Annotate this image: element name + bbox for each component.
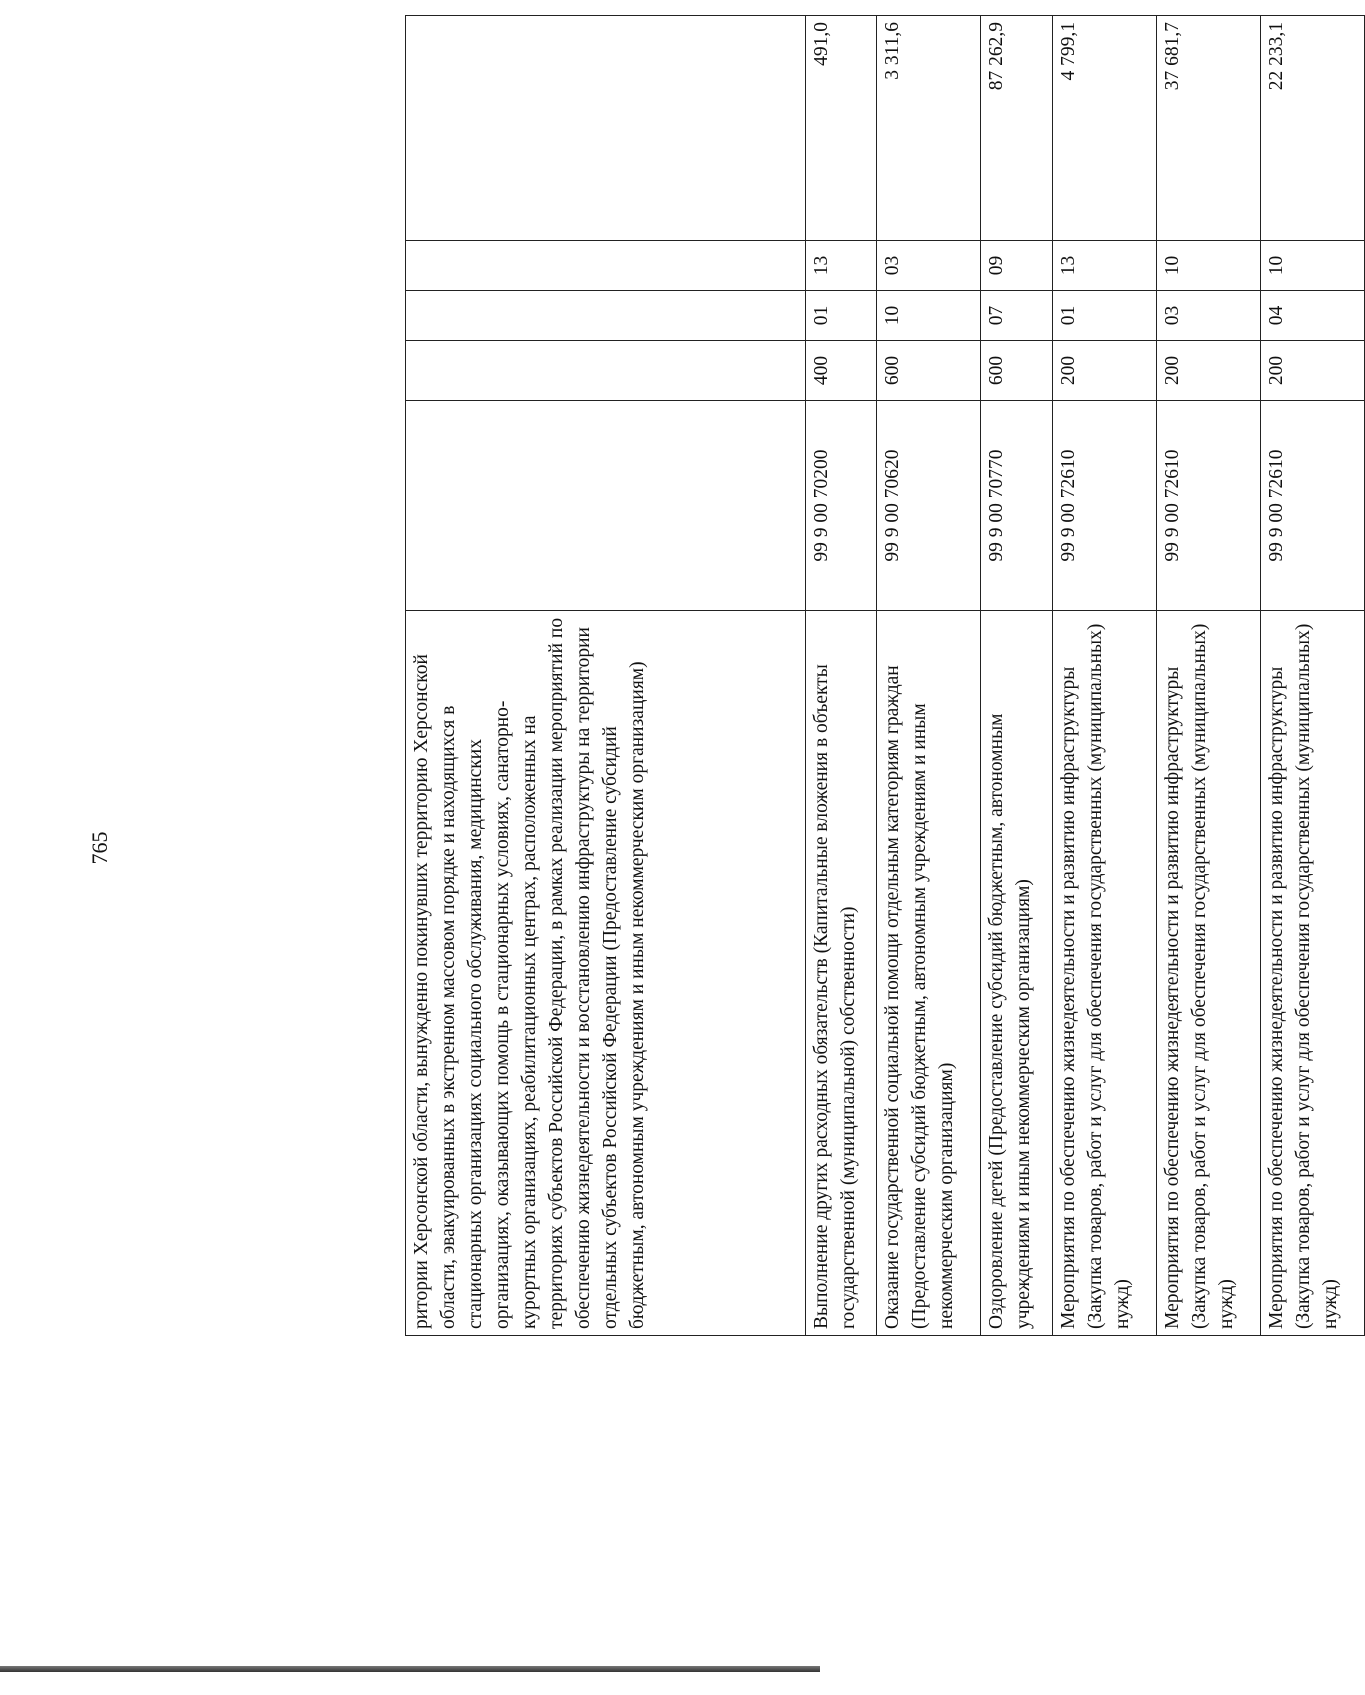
page-number: 765 [87, 831, 112, 865]
table-row [877, 16, 981, 1336]
row-rz: 03 [1156, 291, 1260, 341]
table-row [1260, 16, 1364, 1336]
row-rz: 07 [981, 291, 1052, 341]
row-vr: 200 [1156, 341, 1260, 401]
row-vr [406, 341, 806, 401]
row-amount: 4 799,1 [1052, 16, 1156, 241]
row-name: Оздоровление детей (Предоставление субсидий бюджетным, автономным учреждениям и иным некоммерческим организациям) [981, 611, 1052, 1336]
row-vr: 200 [1052, 341, 1156, 401]
table-row [1156, 16, 1260, 1336]
row-name: Выполнение других расходных обязательств (Капитальные вложения в объекты государственной (муниципальной) собственности) [806, 611, 877, 1336]
row-name: Мероприятия по обеспечению жизнедеятельности и развитию инфраструктуры (Закупка товаров, работ и услуг для обеспечения государственных (муниципальных) нужд) [1052, 611, 1156, 1336]
row-pr: 10 [1156, 241, 1260, 291]
scan-edge-divider [0, 1666, 820, 1672]
budget-table [405, 15, 1365, 1336]
row-rz: 10 [877, 291, 981, 341]
row-amount: 3 311,6 [877, 16, 981, 241]
row-code: 99 9 00 72610 [1260, 401, 1364, 611]
row-code: 99 9 00 70770 [981, 401, 1052, 611]
row-amount: 37 681,7 [1156, 16, 1260, 241]
row-rz [406, 291, 806, 341]
row-vr: 200 [1260, 341, 1364, 401]
row-pr: 10 [1260, 241, 1364, 291]
row-name: Мероприятия по обеспечению жизнедеятельности и развитию инфраструктуры (Закупка товаров, работ и услуг для обеспечения государственных (муниципальных) нужд) [1156, 611, 1260, 1336]
row-code [406, 401, 806, 611]
table-row [981, 16, 1052, 1336]
row-code: 99 9 00 72610 [1156, 401, 1260, 611]
row-pr: 13 [1052, 241, 1156, 291]
row-vr: 600 [877, 341, 981, 401]
row-amount: 491,0 [806, 16, 877, 241]
row-pr: 09 [981, 241, 1052, 291]
row-amount: 87 262,9 [981, 16, 1052, 241]
table-row [1052, 16, 1156, 1336]
row-code: 99 9 00 70620 [877, 401, 981, 611]
row-rz: 01 [806, 291, 877, 341]
row-vr: 600 [981, 341, 1052, 401]
row-name: Оказание государственной социальной помощи отдельным категориям граждан (Предоставление субсидий бюджетным, автономным учреждениям и иным некоммерческим организациям) [877, 611, 981, 1336]
row-vr: 400 [806, 341, 877, 401]
row-rz: 04 [1260, 291, 1364, 341]
table-row [806, 16, 877, 1336]
budget-table-rotated [405, 16, 1365, 1336]
row-amount [406, 16, 806, 241]
row-rz: 01 [1052, 291, 1156, 341]
row-code: 99 9 00 72610 [1052, 401, 1156, 611]
row-name: ритории Херсонской области, вынужденно покинувших территорию Херсонской области, эвакуированных в экстренном массовом порядке и находящихся в стационарных организациях социального обслуживания, медицинских организациях, оказывающих помощь в стационарных условиях, санаторно-курортных организациях, реабилитационных центрах, расположенных на территориях субъектов Российской Федерации, в рамках реализации мероприятий по обеспечению жизнедеятельности и восстановлению инфраструктуры на территории отдельных субъектов Российской Федерации (Предоставление субсидий бюджетным, автономным учреждениям и иным некоммерческим организациям) [406, 611, 806, 1336]
row-amount: 22 233,1 [1260, 16, 1364, 241]
row-pr [406, 241, 806, 291]
row-code: 99 9 00 70200 [806, 401, 877, 611]
row-name: Мероприятия по обеспечению жизнедеятельности и развитию инфраструктуры (Закупка товаров, работ и услуг для обеспечения государственных (муниципальных) нужд) [1260, 611, 1364, 1336]
table-row [406, 16, 806, 1336]
row-pr: 13 [806, 241, 877, 291]
row-pr: 03 [877, 241, 981, 291]
